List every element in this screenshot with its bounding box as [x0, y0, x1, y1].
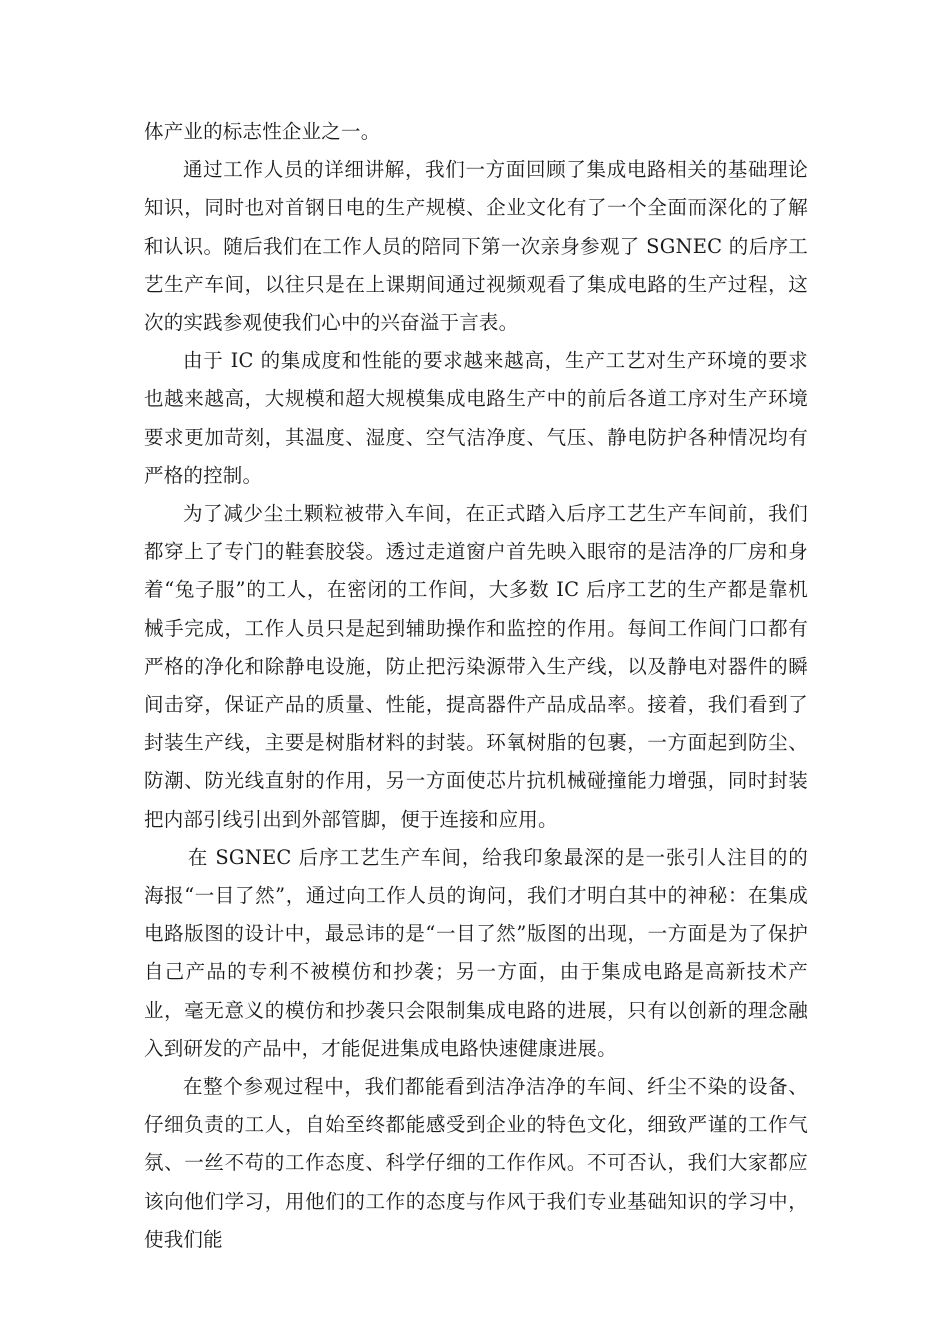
paragraph-conclusion: 在整个参观过程中，我们都能看到洁净洁净的车间、纤尘不染的设备、仔细负责的工人，自始至终都能感受到企业的特色文化，细致严谨的工作气氛、一丝不苟的工作态度、科学仔细的工作作风。不可否认，我们大家都应该向他们学习，用他们的工作的态度与作风于我们专业基础知识的学习中，使我们能 — [144, 1075, 808, 1251]
paragraph-explanation: 通过工作人员的详细讲解，我们一方面回顾了集成电路相关的基础理论知识，同时也对首钢日电的生产规模、企业文化有了一个全面而深化的了解和认识。随后我们在工作人员的陪同下第一次亲身参观了 SGNEC 的后序工艺生产车间，以往只是在上课期间通过视频观看了集成电路的生产过程，这次的实践参观使我们心中的兴奋溢于言表。 — [144, 158, 808, 335]
paragraph-continuation: 体产业的标志性企业之一。 — [144, 120, 381, 143]
paragraph-poster: 在 SGNEC 后序工艺生产车间，给我印象最深的是一张引人注目的的海报“一目了然”，通过向工作人员的询问，我们才明白其中的神秘：在集成电路版图的设计中，最忌讳的是“一目了然”版图的出现，一方面是为了保护自己产品的专利不被模仿和抄袭；另一方面，由于集成电路是高新技术产业，毫无意义的模仿和抄袭只会限制集成电路的进展，只有以创新的理念融入到研发的产品中，才能促进集成电路快速健康进展。 — [144, 845, 808, 1060]
paragraph-workshop: 为了减少尘土颗粒被带入车间，在正式踏入后序工艺生产车间前，我们都穿上了专门的鞋套胶袋。透过走道窗户首先映入眼帘的是洁净的厂房和身着“兔子服”的工人，在密闭的工作间，大多数 IC 后序工艺的生产都是靠机械手完成，工作人员只是起到辅助操作和监控的作用。每间工作间门口都有严格的净化和除静电设施，防止把污染源带入生产线，以及静电对器件的瞬间击穿，保证产品的质量、性能，提高器件产品成品率。接着，我们看到了封装生产线，主要是树脂材料的封装。环氧树脂的包裹，一方面起到防尘、防潮、防光线直射的作用，另一方面使芯片抗机械碰撞能力增强，同时封装把内部引线引出到外部管脚，便于连接和应用。 — [144, 502, 808, 831]
paragraph-environment: 由于 IC 的集成度和性能的要求越来越高，生产工艺对生产环境的要求也越来越高，大规模和超大规模集成电路生产中的前后各道工序对生产环境要求更加苛刻，其温度、湿度、空气洁净度、气压、静电防护各种情况均有严格的控制。 — [144, 349, 808, 487]
document-body — [144, 113, 808, 1259]
